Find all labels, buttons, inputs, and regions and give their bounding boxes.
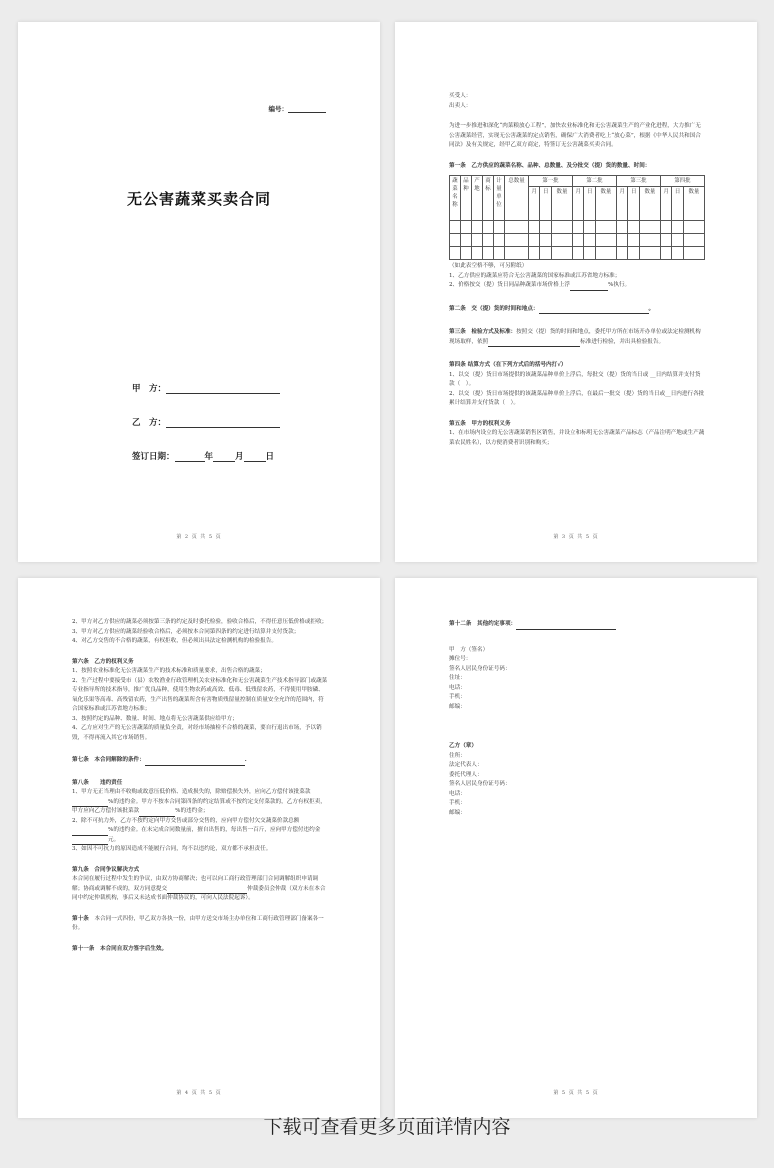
table-header: 产地 bbox=[472, 176, 483, 221]
article-2-title: 第二条 交（提）货的时间和地点： 。 bbox=[449, 305, 705, 315]
party-a-field: 手机： bbox=[449, 694, 466, 700]
article-12-title: 第十二条 其他约定事项： bbox=[449, 620, 705, 630]
article-5-item: 1、在市场内设立的无公害蔬菜销售区销售，并设立和标明无公害蔬菜产品标志（产品注明产地或生产蔬菜农民姓名），以方便消费者识别和购买； bbox=[449, 430, 705, 446]
table-row bbox=[450, 247, 705, 260]
page-footer: 第 2 页 共 5 页 bbox=[176, 534, 222, 540]
sign-date-line: 签订日期： 年 月 日 bbox=[132, 452, 275, 462]
article-6-title: 第六条 乙方的权利义务 bbox=[72, 658, 134, 665]
sub-header: 日 bbox=[672, 187, 683, 221]
article-1-item: 1、乙方供应的蔬菜应符合无公害蔬菜的国家标准或江苏省地方标准； bbox=[449, 272, 621, 279]
page-footer: 第 3 页 共 5 页 bbox=[553, 534, 599, 540]
article-1-title: 第一条 乙方供应的蔬菜名称、品种、总数量、及分批交（提）货的数量、时间： bbox=[449, 162, 651, 169]
party-a-field: 签名人居民身份证号码： bbox=[449, 665, 511, 672]
sub-header: 数量 bbox=[683, 187, 704, 221]
sub-header: 日 bbox=[540, 187, 551, 221]
article-6-item: 2、生产过程中要接受市（县）农牧渔业行政管理机关农业标准化和无公害蔬菜生产技术指导部门或蔬菜专业指导所的技术指导，推广优良品种，使用生物农药或高效、低毒、低残留农药，不得使用甲胺磷、氧化乐果等高毒、高残留农药，生产出售的蔬菜所含有害物质残留量控制在质量安全允许的范围内，符合国家标准或江苏省地方标准； bbox=[72, 677, 328, 712]
article-4-title: 第四条 结算方式（在下列方式后的括号内打√） bbox=[449, 362, 567, 368]
table-header: 品种 bbox=[461, 176, 472, 221]
party-b-field: 电话： bbox=[449, 790, 466, 797]
article-8-title: 第八条 违约责任 bbox=[72, 779, 123, 786]
party-b-field: 手机： bbox=[449, 800, 466, 806]
article-4-item: 2、以交（提）货日市场提供的该蔬菜品种单价上浮后，在最后一批交（提）货的当日或__日内进行各批累计结算并支付货款（ ）。 bbox=[449, 390, 705, 406]
article-4-item: 1、以交（提）货日市场提供的该蔬菜品种单价上浮后，每批交（提）货的当日或 __日内结算并支付货款（ ）。 bbox=[449, 371, 701, 387]
article-11-title: 第十一条 本合同自双方签字后生效。 bbox=[72, 945, 168, 952]
batch-header: 第一批 bbox=[529, 176, 573, 187]
table-header: 总数量 bbox=[505, 176, 529, 221]
sub-header: 月 bbox=[616, 187, 627, 221]
article-6-item: 1、按照农业标准化无公害蔬菜生产的技术标准和质量要求，出售合格的蔬菜； bbox=[72, 668, 266, 674]
page-cover bbox=[18, 22, 380, 562]
article-9-title: 第九条 合同争议解决方式 bbox=[72, 866, 140, 873]
party-b-field: 委托代理人： bbox=[449, 771, 483, 778]
page-3 bbox=[395, 22, 757, 562]
party-a-field: 摊位号： bbox=[449, 656, 472, 662]
sub-header: 数量 bbox=[595, 187, 616, 221]
page-5 bbox=[395, 578, 757, 1118]
buyer-label: 买受人： bbox=[449, 93, 472, 99]
page-footer: 第 5 页 共 5 页 bbox=[553, 1090, 599, 1096]
article-5-item: 3、甲方对乙方供应的蔬菜经验收合格后，必须按本合同第四条的约定进行结算并支付货款； bbox=[72, 628, 300, 635]
article-1-item: 2、价格按交（提）货日同品种蔬菜市场价格上浮 %执行。 bbox=[449, 281, 705, 291]
party-a-field: 邮编： bbox=[449, 703, 466, 710]
party-b-field: 签名人居民身份证号码： bbox=[449, 781, 511, 787]
article-5-item: 4、对乙方交售的不合格的蔬菜，有权拒收，但必须出具法定检测机构的检验报告。 bbox=[72, 638, 277, 644]
article-8-item: 3、如因不可抗力的原因造成不能履行合同，均不以违约论，双方都不承担责任。 bbox=[72, 846, 272, 852]
party-b-field: 邮编： bbox=[449, 809, 466, 816]
intro-paragraph: 为进一步推进和深化“肉菜粮放心工程”，加快农业标准化和无公害蔬菜生产的产业化进程，大力推广无公害蔬菜经营，实现无公害蔬菜的定点销售，确保广大消费者吃上“放心菜”，根据《中华人民共和国合同法》及有关规定，经甲乙双方商定，特签订无公害蔬菜买卖合同。 bbox=[449, 123, 701, 148]
article-6-item: 3、按照约定的品种、数量、时间、地点将无公害蔬菜供应给甲方； bbox=[72, 715, 238, 722]
article-7-title: 第七条 本合同解除的条件： . bbox=[72, 756, 328, 766]
article-3: 第三条 检验方式及标准：按照交（提）货的时间和地点，委托甲方所在市场开办单位或法定检测机构现场取样，依照 标准进行检验，并出具检验报告。 bbox=[449, 328, 705, 347]
party-a-field: 电话： bbox=[449, 684, 466, 691]
seller-label: 出卖人： bbox=[449, 102, 472, 109]
sub-header: 日 bbox=[628, 187, 639, 221]
table-row bbox=[450, 234, 705, 247]
article-8-item: 2、除不可抗力外，乙方不按约定向甲方交售或部分交售的，应向甲方偿付欠交蔬菜价款总额%的违约金。在未完成合同数量前，擅自出售的，每出售一百斤，应向甲方偿付违约金元。 bbox=[72, 817, 328, 846]
party-a-line: 甲 方： bbox=[132, 382, 280, 394]
sub-header: 月 bbox=[660, 187, 671, 221]
table-header: 商标 bbox=[483, 176, 494, 221]
party-a-field: 住址： bbox=[449, 675, 466, 681]
party-b-sign: 乙方（章） bbox=[449, 743, 477, 749]
goods-table bbox=[449, 175, 705, 260]
article-5-title: 第五条 甲方的权利义务 bbox=[449, 420, 511, 427]
contract-title: 无公害蔬菜买卖合同 bbox=[126, 190, 271, 208]
sub-header: 日 bbox=[584, 187, 595, 221]
party-b-field: 法定代表人： bbox=[449, 762, 483, 768]
batch-header: 第二批 bbox=[572, 176, 616, 187]
batch-header: 第三批 bbox=[616, 176, 660, 187]
sub-header: 月 bbox=[572, 187, 583, 221]
table-note: （如此表空格不够，可另附纸） bbox=[449, 263, 528, 269]
download-caption: 下载可查看更多页面详情内容 bbox=[263, 1116, 511, 1138]
table-row bbox=[450, 221, 705, 234]
contract-number: 编号： bbox=[269, 104, 327, 113]
sub-header: 数量 bbox=[639, 187, 660, 221]
article-8-item: 1、甲方无正当理由不收购或故意压低价格、造成损失的，除赔偿损失外，应向乙方偿付该批菜款%的违约金。甲方不按本合同第四条的约定结算或不按约定支付菜款的，乙方有权拒卖，甲方应向乙方偿付该批菜款 %的违约金； bbox=[72, 788, 328, 817]
page-footer: 第 4 页 共 5 页 bbox=[176, 1090, 222, 1096]
party-a-sign: 甲 方（签名） bbox=[449, 646, 489, 653]
article-6-item: 4、乙方应对生产的无公害蔬菜的质量负全责，对经市场抽检不合格的蔬菜，要自行退出市场，予以销毁，不得再流入其它市场销售。 bbox=[72, 725, 322, 741]
article-9-item: 本合同在履行过程中发生的争议，由双方协商解决；也可以向工商行政管理部门合同调解组织申请调解；协商或调解不成的，双方同意提交 仲裁委员会仲裁（双方未在本合同中约定仲裁机构，事后又未达成书面仲裁协议的，可向人民法院起诉）。 bbox=[72, 876, 326, 901]
sub-header: 月 bbox=[529, 187, 540, 221]
party-b-field: 住所： bbox=[449, 752, 466, 759]
table-header: 蔬菜名称 bbox=[450, 176, 461, 221]
article-5-item: 2、甲方对乙方供应的蔬菜必须按第三条的约定及时委托检验，验收合格后，不得任意压低价格或拒收； bbox=[72, 619, 328, 625]
batch-header: 第四批 bbox=[660, 176, 704, 187]
table-header: 计量单位 bbox=[494, 176, 505, 221]
article-10: 第十条 本合同一式四份，甲乙双方各执一份，由甲方送交市场主办单位和工商行政管理部门备案各一份。 bbox=[72, 915, 324, 931]
party-b-line: 乙 方： bbox=[132, 416, 280, 428]
page-4 bbox=[18, 578, 380, 1118]
sub-header: 数量 bbox=[551, 187, 572, 221]
